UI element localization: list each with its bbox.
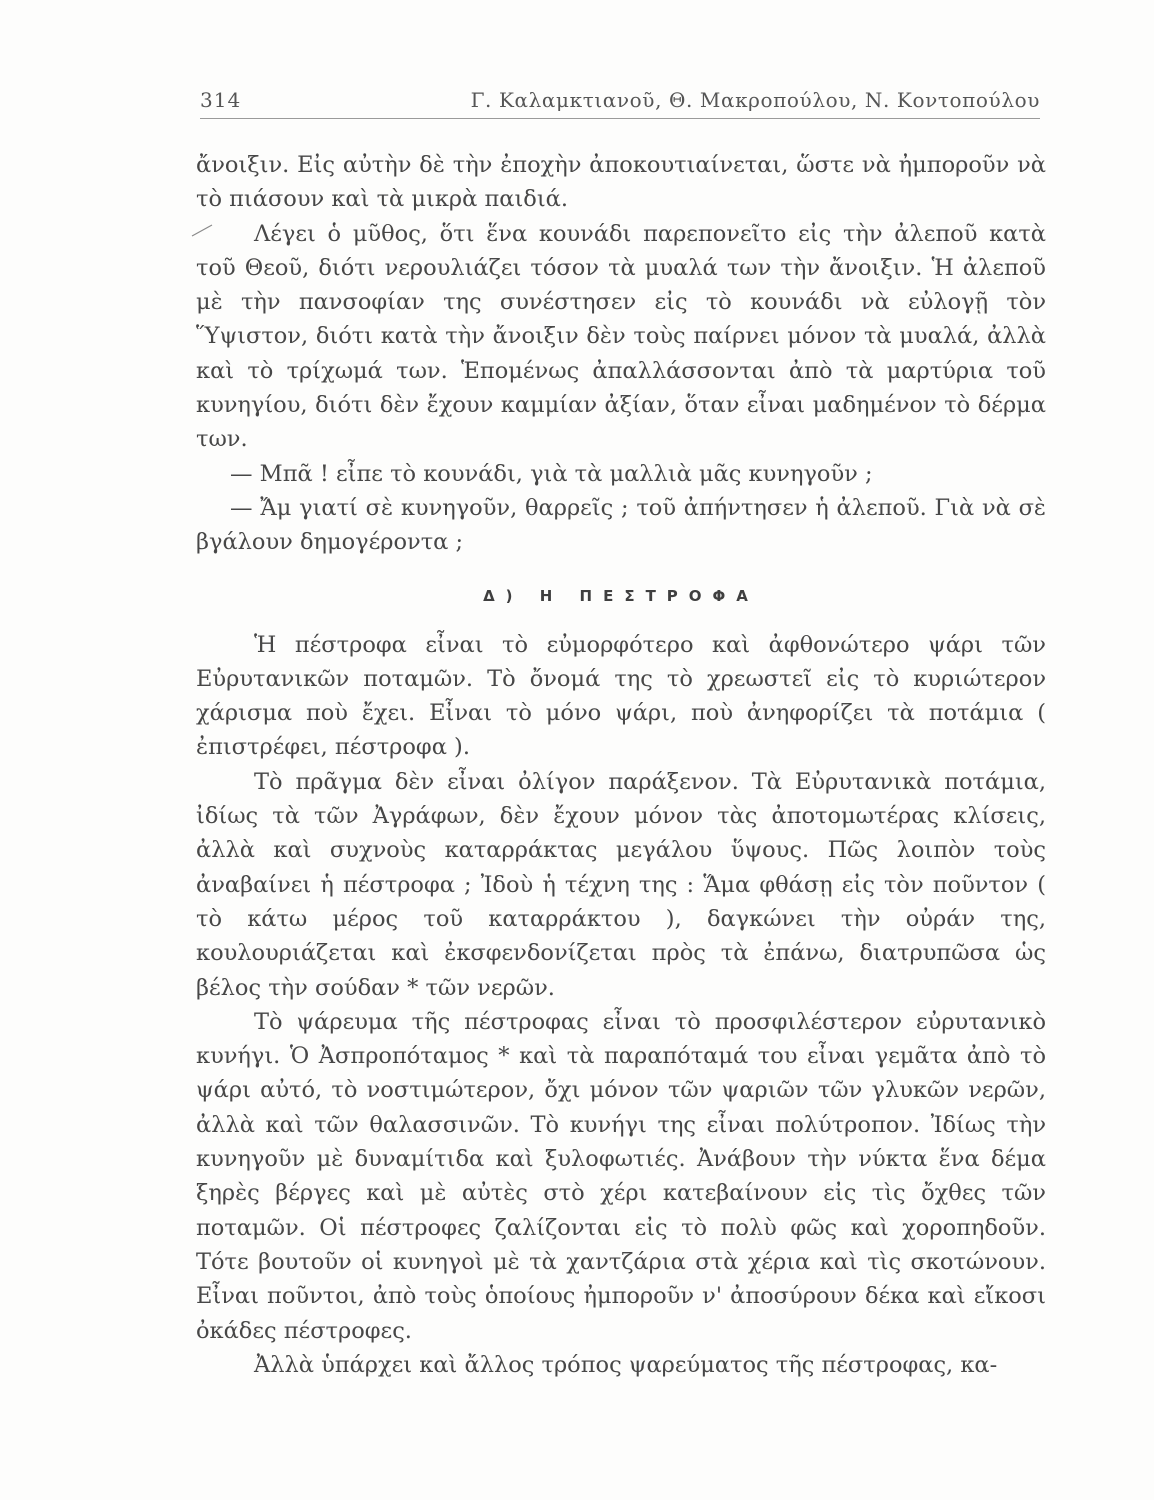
page-header xyxy=(200,82,1040,119)
paragraph-continuation: ἄνοιξιν. Εἰς αὐτὴν δὲ τὴν ἐποχὴν ἀποκουτιαίνεται, ὥστε νὰ ἠμποροῦν νὰ τὸ πιάσουν καὶ τὰ μικρὰ παιδιά. xyxy=(196,152,1046,213)
section-heading: Δ) Η ΠΕΣΤΡΟΦΑ xyxy=(483,586,759,605)
paragraph-trout-fishing: Τὸ ψάρευμα τῆς πέστροφας εἶναι τὸ προσφιλέστερον εὐρυτανικὸ κυνήγι. Ὁ Ἀσπροπόταμος * καὶ τὰ παραπόταμά του εἶναι γεμᾶτα ἀπὸ τὸ ψάρι αὐτό, τὸ νοστιμώτερον, ὄχι μόνον τῶν ψαριῶν τῶν γλυκῶν νερῶν, ἀλλὰ καὶ τῶν θαλασσινῶν. Τὸ κυνήγι της εἶναι πολύτροπον. Ἰδίως τὴν κυνηγοῦν μὲ δυναμίτιδα καὶ ξυλοφωτιές. Ἀνάβουν τὴν νύκτα ἕνα δέμα ξηρὲς βέργες καὶ μὲ αὐτὲς στὸ χέρι κατεβαίνουν εἰς τὶς ὄχθες τῶν ποταμῶν. Οἱ πέστροφες ζαλίζονται εἰς τὸ πολὺ φῶς καὶ χοροπηδοῦν. Τότε βουτοῦν οἱ κυνηγοὶ μὲ τὰ χαντζάρια στὰ χέρια καὶ τὶς σκοτώνουν. Εἶναι ποῦντοι, ἀπὸ τοὺς ὁποίους ἠμποροῦν ν' ἀποσύρουν δέκα καὶ εἴκοσι ὀκάδες πέστροφες. xyxy=(196,1008,1046,1344)
dialogue-line-fox: — Ἄμ γιατί σὲ κυνηγοῦν, θαρρεῖς ; τοῦ ἀπήντησεν ἡ ἀλεποῦ. Γιὰ νὰ σὲ βγάλουν δημογέροντα ; xyxy=(196,494,1046,556)
page-number: 314 xyxy=(200,88,242,112)
paragraph-trout-intro: Ἡ πέστροφα εἶναι τὸ εὐμορφότερο καὶ ἀφθονώτερο ψάρι τῶν Εὐρυτανικῶν ποταμῶν. Τὸ ὄνομά της τὸ χρεωστεῖ εἰς τὸ κυριώτερον χάρισμα ποὺ ἔχει. Εἶναι τὸ μόνο ψάρι, ποὺ ἀνηφορίζει τὰ ποτάμια ( ἐπιστρέφει, πέστροφα ). xyxy=(196,631,1046,761)
dialogue-line-weasel: — Μπᾶ ! εἶπε τὸ κουνάδι, γιὰ τὰ μαλλιὰ μᾶς κυνηγοῦν ; xyxy=(230,460,873,487)
paragraph-fable: Λέγει ὁ μῦθος, ὅτι ἕνα κουνάδι παρεπονεῖτο εἰς τὴν ἀλεποῦ κατὰ τοῦ Θεοῦ, διότι νερουλιάζει τόσον τὰ μυαλά των τὴν ἄνοιξιν. Ἡ ἀλεποῦ μὲ τὴν πανσοφίαν της συνέστησεν εἰς τὸ κουνάδι νὰ εὐλογῇ τὸν Ὕψιστον, διότι κατὰ τὴν ἄνοιξιν δὲν τοὺς παίρνει μόνον τὰ μυαλά, ἀλλὰ καὶ τὸ τρίχωμά των. Ἑπομένως ἀπαλλάσσονται ἀπὸ τὰ μαρτύρια τοῦ κυνηγίου, διότι δὲν ἔχουν καμμίαν ἀξίαν, ὅταν εἶναι μαδημένον τὸ δέρμα των. xyxy=(196,220,1046,453)
paragraph-trout-waterfalls: Τὸ πρᾶγμα δὲν εἶναι ὀλίγον παράξενον. Τὰ Εὐρυτανικὰ ποτάμια, ἰδίως τὰ τῶν Ἀγράφων, δὲν ἔχουν μόνον τὰς ἀποτομωτέρας κλίσεις, ἀλλὰ καὶ συχνοὺς καταρράκτας μεγάλου ὕψους. Πῶς λοιπὸν τοὺς ἀναβαίνει ἡ πέστροφα ; Ἰδοὺ ἡ τέχνη της : Ἅμα φθάσῃ εἰς τὸν ποῦντον ( τὸ κάτω μέρος τοῦ καταρράκτου ), δαγκώνει τὴν οὐράν της, κουλουριάζεται καὶ ἐκσφενδονίζεται πρὸς τὰ ἐπάνω, διατρυπῶσα ὡς βέλος τὴν σούδαν * τῶν νερῶν. xyxy=(196,768,1046,1001)
page-body xyxy=(196,148,1046,1382)
paragraph-trout-other-method: Ἀλλὰ ὑπάρχει καὶ ἄλλος τρόπος ψαρεύματος τῆς πέστροφας, κα- xyxy=(254,1351,998,1378)
running-head-authors: Γ. Καλαμκτιανοῦ, Θ. Μακροπούλου, Ν. Κοντοπούλου xyxy=(470,88,1040,112)
